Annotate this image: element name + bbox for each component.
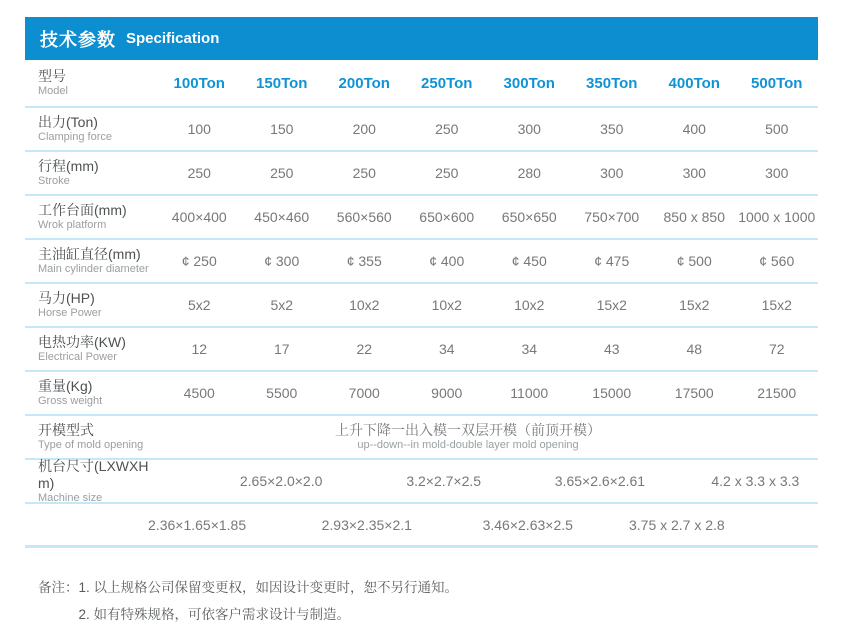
spec-table <box>25 17 818 548</box>
spec-cell: 43 <box>603 341 620 357</box>
row-label-en: Model <box>38 85 68 97</box>
table-row-work-platform <box>25 196 818 240</box>
spec-cell: 48 <box>686 341 703 357</box>
spec-cell: 300 <box>682 165 706 181</box>
spec-cell: ¢ 300 <box>264 253 300 269</box>
spec-cell: 9000 <box>431 385 463 401</box>
spec-cell: 300 <box>600 165 624 181</box>
spec-cell: 22 <box>356 341 373 357</box>
section-title-en: Specification <box>126 30 220 47</box>
spec-cell: 17 <box>273 341 290 357</box>
remark-line-2: 2. 如有特殊规格，可依客户需求设计与制造。 <box>78 607 351 622</box>
table-row-mold-opening <box>25 416 818 460</box>
spec-cell: 250 <box>352 165 376 181</box>
spec-cell: 650×650 <box>501 209 557 225</box>
row-label-en: Horse Power <box>38 307 102 319</box>
row-label-zh: 行程(mm) <box>38 158 99 174</box>
spec-cell: 300 <box>765 165 789 181</box>
spec-cell: 17500 <box>674 385 714 401</box>
machine-size-cell: 2.65×2.0×2.0 <box>239 473 323 489</box>
spec-cell: 4500 <box>183 385 215 401</box>
row-label <box>25 246 158 276</box>
row-label <box>25 202 158 232</box>
row-label <box>25 422 158 452</box>
row-cells <box>158 297 818 313</box>
spec-cell: 15x2 <box>679 297 710 313</box>
table-row-gross-weight <box>25 372 818 416</box>
row-label-en: Type of mold opening <box>38 439 144 451</box>
machine-size-cell: 2.36×1.65×1.85 <box>148 516 247 533</box>
row-label-zh: 型号 <box>38 68 66 84</box>
spec-cell: ¢ 400 <box>429 253 465 269</box>
remark-line-1: 1. 以上规格公司保留变更权，如因设计变更时，恕不另行通知。 <box>78 580 459 595</box>
spec-cell: ¢ 355 <box>346 253 382 269</box>
column-header: 250Ton <box>421 74 473 92</box>
row-cells <box>158 165 818 181</box>
spec-cell: 300 <box>517 121 541 137</box>
spec-cell: 5x2 <box>187 297 211 313</box>
machine-size-cell: 2.93×2.35×2.1 <box>321 516 412 533</box>
machine-size-cell: 4.2 x 3.3 x 3.3 <box>711 473 800 489</box>
spec-cell: ¢ 250 <box>181 253 217 269</box>
remarks <box>38 574 458 628</box>
column-header: 350Ton <box>586 74 638 92</box>
mold-opening-value <box>158 422 818 452</box>
spec-cell: 5x2 <box>270 297 294 313</box>
row-label-en: Gross weight <box>38 395 103 407</box>
row-label-en: Machine size <box>38 491 103 504</box>
spec-cell: 500 <box>765 121 789 137</box>
spec-cell: 5500 <box>266 385 298 401</box>
row-cells <box>158 121 818 137</box>
table-row-cylinder-diameter <box>25 240 818 284</box>
row-cells <box>158 385 818 401</box>
spec-cell: 72 <box>768 341 785 357</box>
spec-cell: 100 <box>187 121 211 137</box>
row-label-zh: 电热功率(KW) <box>38 334 126 350</box>
spec-cell: 34 <box>521 341 538 357</box>
row-label-zh: 马力(HP) <box>38 290 95 306</box>
row-label <box>25 158 158 188</box>
table-row-horse-power <box>25 284 818 328</box>
spec-cell: 750×700 <box>584 209 640 225</box>
table-row-machine-size-2 <box>25 504 818 548</box>
spec-cell: 400 <box>682 121 706 137</box>
spec-cell: 560×560 <box>336 209 392 225</box>
row-label <box>25 334 158 364</box>
column-header: 500Ton <box>751 74 803 92</box>
machine-size-cell: 3.2×2.7×2.5 <box>406 473 482 489</box>
row-label-zh: 重量(Kg) <box>38 378 93 394</box>
column-header: 400Ton <box>668 74 720 92</box>
row-label <box>25 290 158 320</box>
column-header: 150Ton <box>256 74 308 92</box>
section-title-bar <box>25 17 818 60</box>
column-header: 100Ton <box>173 74 225 92</box>
spec-cell: ¢ 450 <box>511 253 547 269</box>
row-label-zh: 开模型式 <box>38 422 94 438</box>
row-cells <box>158 75 818 92</box>
row-label-en: Stroke <box>38 175 70 187</box>
remarks-label: 备注： <box>38 580 79 595</box>
column-header: 200Ton <box>338 74 390 92</box>
section-title-zh: 技术参数 <box>40 29 116 50</box>
row-label <box>25 458 158 505</box>
spec-cell: 1000 x 1000 <box>738 209 816 225</box>
spec-cell: 250 <box>435 121 459 137</box>
spec-cell: 10x2 <box>514 297 545 313</box>
table-row-electrical-power <box>25 328 818 372</box>
spec-cell: 15x2 <box>761 297 792 313</box>
row-label-en: Electrical Power <box>38 351 117 363</box>
table-row-clamping-force <box>25 108 818 152</box>
spec-cell: 250 <box>187 165 211 181</box>
spec-cell: 7000 <box>348 385 380 401</box>
row-label-en: Clamping force <box>38 131 112 143</box>
row-label <box>25 68 158 98</box>
row-label-en: Main cylinder diameter <box>38 263 149 275</box>
spec-cell: 200 <box>352 121 376 137</box>
table-row-model <box>25 60 818 108</box>
mold-opening-zh: 上升下降一出入模一双层开模（前顶开模） <box>335 422 601 438</box>
spec-cell: 10x2 <box>431 297 462 313</box>
spec-cell: 15x2 <box>596 297 627 313</box>
spec-cell: 250 <box>270 165 294 181</box>
spec-cell: 12 <box>191 341 208 357</box>
row-cells <box>158 253 818 269</box>
spec-cell: 11000 <box>510 385 549 401</box>
row-label-zh: 出力(Ton) <box>38 114 98 130</box>
row-cells <box>158 209 818 225</box>
spec-cell: 10x2 <box>349 297 380 313</box>
spec-cell: ¢ 475 <box>594 253 630 269</box>
machine-size-cell: 3.65×2.6×2.61 <box>554 473 646 489</box>
row-label-zh: 主油缸直径(mm) <box>38 246 141 262</box>
spec-cell: ¢ 560 <box>759 253 795 269</box>
spec-cell: 350 <box>600 121 624 137</box>
machine-size-cell: 3.75 x 2.7 x 2.8 <box>628 516 725 533</box>
row-label <box>25 378 158 408</box>
spec-cell: 150 <box>270 121 294 137</box>
spec-cell: 15000 <box>592 385 632 401</box>
table-row-machine-size <box>25 457 818 504</box>
spec-cell: 850 x 850 <box>663 209 725 225</box>
spec-cell: 280 <box>517 165 541 181</box>
table-row-stroke <box>25 152 818 196</box>
spec-cell: 34 <box>438 341 455 357</box>
column-header: 300Ton <box>503 74 555 92</box>
spec-cell: 250 <box>435 165 459 181</box>
remarks-lines <box>79 574 459 628</box>
row-cells <box>158 341 818 357</box>
row-label-en: Wrok platform <box>38 219 107 231</box>
spec-cell: 400×400 <box>171 209 227 225</box>
row-label-zh: 机台尺寸(LXWXH m) <box>38 457 149 491</box>
machine-size-cell: 3.46×2.63×2.5 <box>482 516 573 533</box>
spec-cell: 650×600 <box>419 209 475 225</box>
row-label <box>25 114 158 144</box>
spec-cell: ¢ 500 <box>676 253 712 269</box>
row-label-zh: 工作台面(mm) <box>38 202 127 218</box>
mold-opening-en: up--down--in mold-double layer mold opening <box>357 439 579 451</box>
spec-cell: 21500 <box>757 385 797 401</box>
spec-cell: 450×460 <box>254 209 310 225</box>
